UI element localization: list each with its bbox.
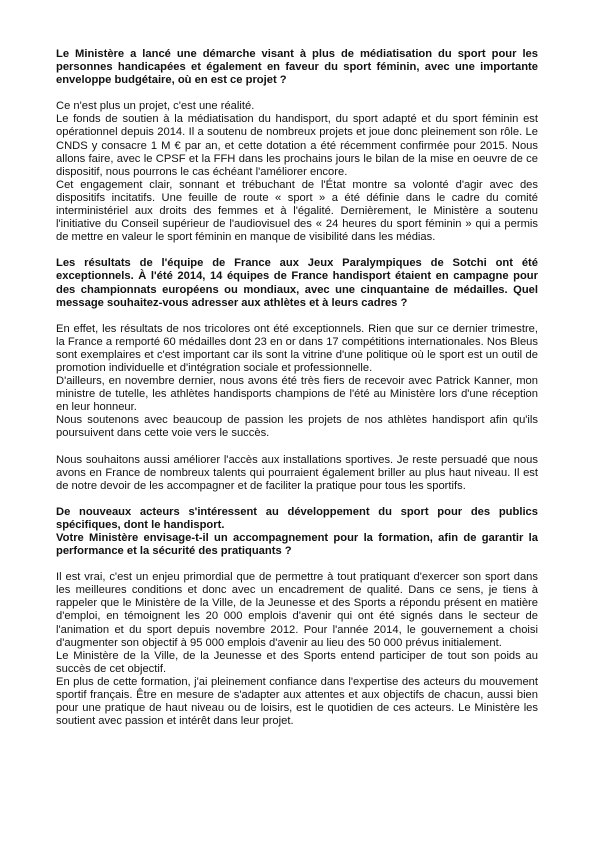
paragraph-gap — [56, 87, 538, 100]
interview-answer: Le Ministère de la Ville, de la Jeunesse et des Sports entend participer de tout son poids au succès de cet objectif. — [56, 649, 538, 675]
interview-question: Le Ministère a lancé une démarche visant à plus de médiatisation du sport pour les personnes handicapées et également en faveur du sport féminin, avec une importante enveloppe budgétaire, où en est ce projet ? — [56, 48, 538, 87]
paragraph-gap — [56, 493, 538, 506]
interview-answer: Nous souhaitons aussi améliorer l'accès aux installations sportives. Je reste persuadé que nous avons en France de nombreux talents qui pourraient également briller au plus haut niveau. Il est de notre devoir de les accompagner et de faciliter la pratique pour tous les sportifs. — [56, 453, 538, 492]
paragraph-gap — [56, 441, 538, 454]
interview-answer: En plus de cette formation, j'ai pleinement confiance dans l'expertise des acteurs du mouvement sportif français. Être en mesure de s'adapter aux attentes et aux objectifs de chacun, aussi bien pour une pratique de haut niveau ou de loisirs, est le quotidien de ces acteurs. Le Ministère les soutient avec passion et intérêt dans leur projet. — [56, 675, 538, 728]
paragraph-gap — [56, 558, 538, 571]
interview-answer: D'ailleurs, en novembre dernier, nous avons été très fiers de recevoir avec Patrick Kanner, mon ministre de tutelle, les athlètes handisports champions de l'été au Ministère lors d'une réception en leur honneur. — [56, 375, 538, 414]
interview-question: Les résultats de l'équipe de France aux Jeux Paralympiques de Sotchi ont été exceptionnels. À l'été 2014, 14 équipes de France handisport étaient en campagne pour des championnats européens ou mondiaux, avec une cinquantaine de médailles. Quel message souhaitez-vous adresser aux athlètes et à leurs cadres ? — [56, 257, 538, 309]
interview-answer: En effet, les résultats de nos tricolores ont été exceptionnels. Rien que sur ce dernier trimestre, la France a remporté 60 médailles dont 23 en or dans 17 compétitions internationales. Nos Bleus sont exemplaires et c'est important car ils sont la vitrine d'une politique où le sport est un outil de promotion individuelle et d'intégration sociale et professionnelle. — [56, 322, 538, 374]
interview-answer: Le fonds de soutien à la médiatisation du handisport, du sport adapté et du sport féminin est opérationnel depuis 2014. Il a soutenu de nombreux projets et joue donc pleinement son rôle. Le CNDS y consacre 1 M € par an, et cette dotation a été récemment confirmée pour 2015. Nous allons faire, avec le CPSF et la FFH dans les prochains jours le bilan de la mise en oeuvre de ce dispositif, nous pourrons le cas échéant l'améliorer encore. — [56, 113, 538, 178]
interview-question: Votre Ministère envisage-t-il un accompagnement pour la formation, afin de garantir la performance et la sécurité des pratiquants ? — [56, 532, 538, 558]
paragraph-gap — [56, 244, 538, 257]
interview-question: De nouveaux acteurs s'intéressent au développement du sport pour des publics spécifiques, dont le handisport. — [56, 505, 538, 531]
interview-answer: Cet engagement clair, sonnant et trébuchant de l'État montre sa volonté d'agir avec des dispositifs incitatifs. Une feuille de route « sport » a été définie dans le cadre du comité interministériel aux droits des femmes et à l'égalité. Dernièrement, le Ministère a soutenu l'initiative du Conseil supérieur de l'audiovisuel des « 24 heures du sport féminin » qui a permis de mettre en valeur le sport féminin en manque de visibilité dans les médias. — [56, 178, 538, 244]
paragraph-gap — [56, 310, 538, 323]
interview-answer: Il est vrai, c'est un enjeu primordial que de permettre à tout pratiquant d'exercer son sport dans les meilleures conditions et donc avec un encadrement de qualité. Dans ce sens, je tiens à rappeler que le Ministère de la Ville, de la Jeunesse et des Sports a répondu présent en matière d'emploi, en témoignent les 20 000 emplois d'avenir qui ont été signés dans le secteur de l'animation et du sport depuis novembre 2012. Pour l'année 2014, le gouvernement a choisi d'augmenter son objectif à 95 000 emplois d'avenir au lieu des 50 000 prévus initialement. — [56, 571, 538, 649]
interview-answer: Ce n'est plus un projet, c'est une réalité. — [56, 100, 255, 113]
interview-answer: Nous soutenons avec beaucoup de passion les projets de nos athlètes handisport afin qu'ils poursuivent dans cette voie vers le succès. — [56, 414, 538, 440]
